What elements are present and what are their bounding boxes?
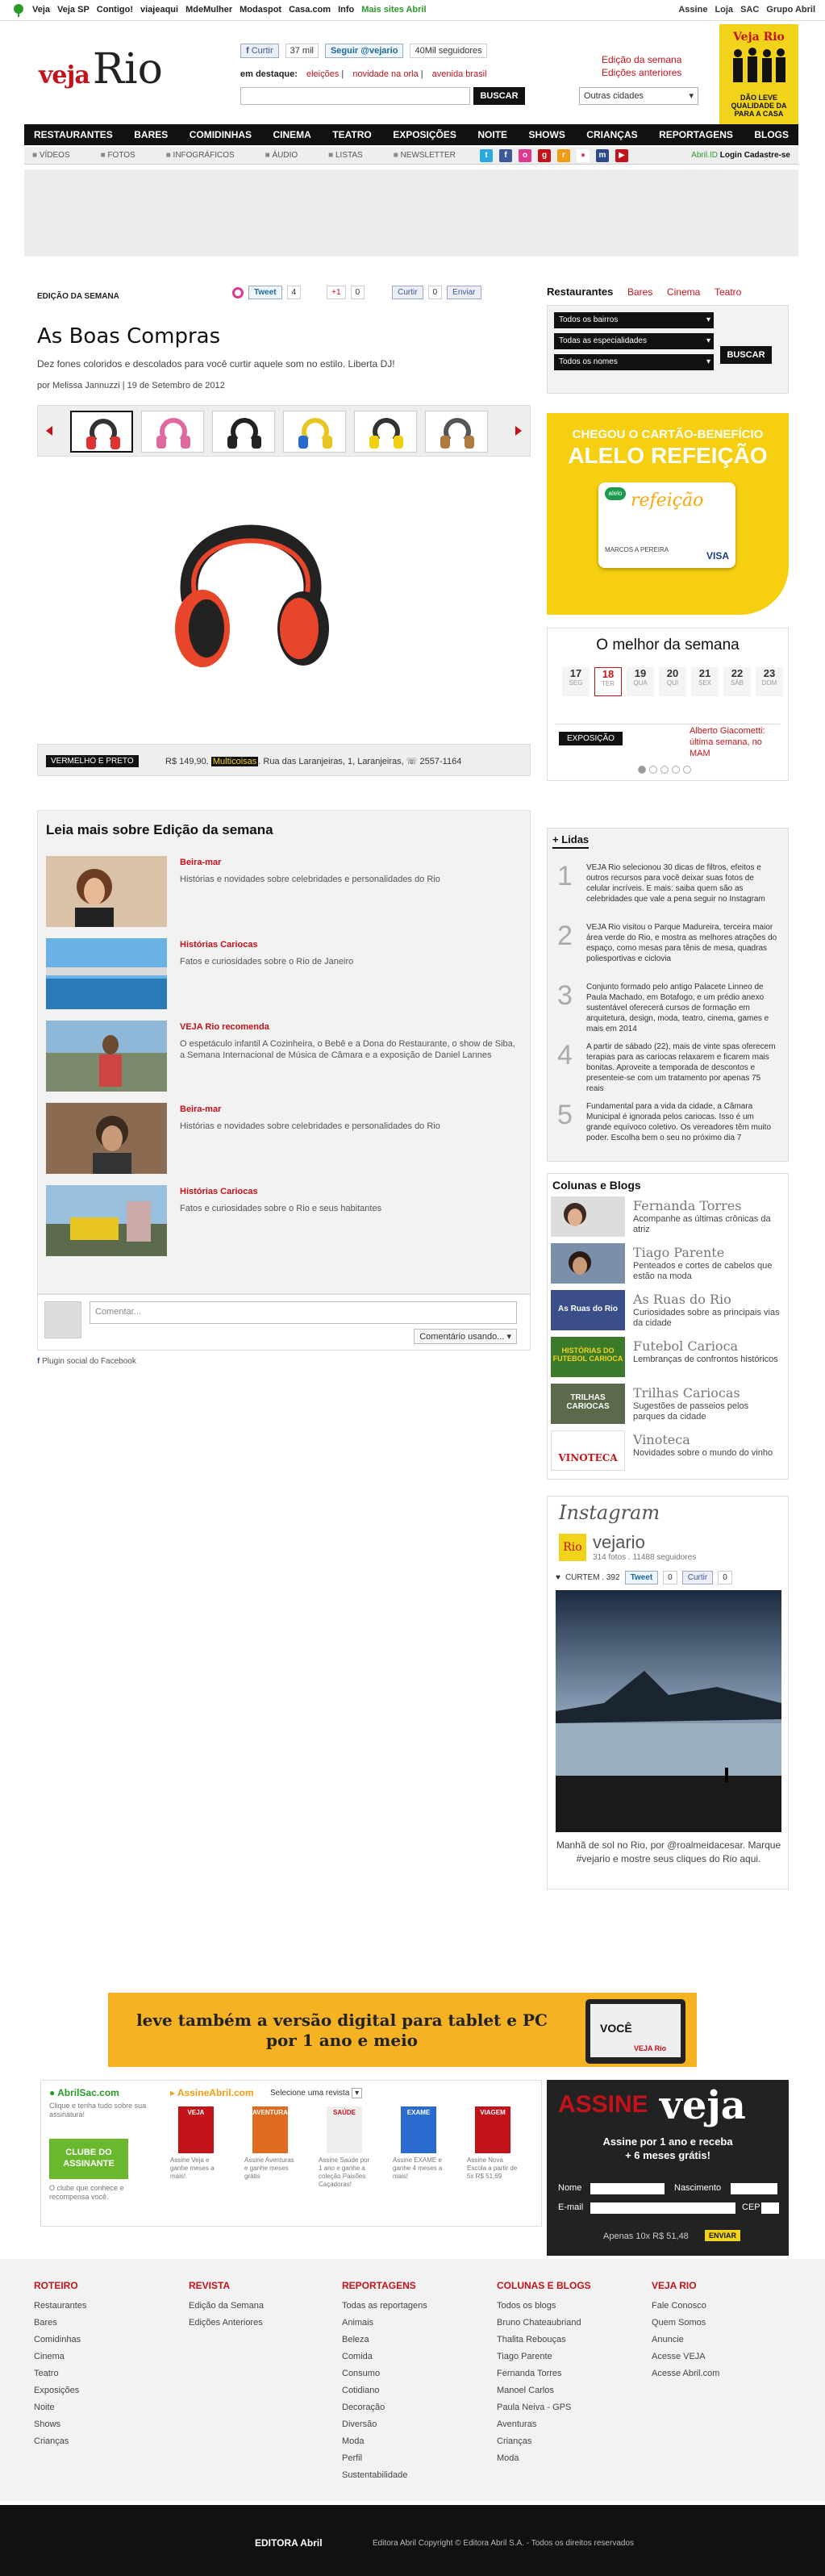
myspace-icon[interactable]: m xyxy=(596,149,609,162)
footer-link[interactable]: Todos os blogs xyxy=(497,2301,556,2311)
featured-link[interactable]: eleições xyxy=(306,69,340,79)
footer-link[interactable]: Consumo xyxy=(342,2369,381,2378)
magazine-cover xyxy=(252,2106,293,2153)
subnav-item[interactable] xyxy=(32,151,70,160)
instagram-logo: Instagram xyxy=(559,1501,660,1524)
footer-link[interactable]: Crianças xyxy=(34,2436,69,2446)
alelo-ad[interactable]: CHEGOU O CARTÃO-BENEFÍCIO ALELO REFEIÇÃO alelo refeição MARCOS A PEREIRA VISA xyxy=(547,413,789,615)
tweet-button[interactable]: Tweet xyxy=(625,1571,659,1584)
footer-link[interactable]: Thalita Rebouças xyxy=(497,2335,566,2344)
columns-blogs: Colunas e Blogs Fernanda Torres Acompanhe as últimas crônicas da atriz Tiago Parente Penteados e cortes de cabelos que estão na moda As Ruas do Rio As Ruas do Rio Curiosidades sobre as principais vias da cidade HISTÓRIAS DO FUTEBOL CARIOCA Futebol Carioca Lembranças de confrontos históricos TRILHAS CARIOCAS Trilhas Cariocas Sugestões de passeios pelos parques da cidade VINOTECA Vinoteca Novidades sobre o mundo do vinho xyxy=(547,1173,789,1480)
promo-banner[interactable]: Veja Rio DÃO LEVE QUALIDADE DA PARA A CASA xyxy=(719,24,798,124)
magazine-desc: Assine EXAME e ganhe 4 meses a mais! xyxy=(393,2156,443,2180)
day-weekday: DOM xyxy=(761,679,777,687)
instagram-photo[interactable] xyxy=(556,1590,781,1832)
list-item[interactable] xyxy=(552,861,783,919)
guide-tabs xyxy=(547,286,789,302)
tab-teatro[interactable]: Teatro xyxy=(714,286,742,298)
shield-icon: ● xyxy=(49,2087,56,2098)
magazine-cover-title: SAÚDE xyxy=(332,2109,356,2116)
footer-column xyxy=(189,2280,264,2332)
footer-link[interactable]: Paula Neiva - GPS xyxy=(497,2403,572,2412)
day-weekday: SEG xyxy=(569,679,583,687)
footer-heading: COLUNAS E BLOGS xyxy=(497,2280,591,2291)
day-number: 17 xyxy=(569,667,582,679)
network-link[interactable]: Modaspot xyxy=(240,5,282,15)
footer-link[interactable]: Manoel Carlos xyxy=(497,2386,554,2395)
list-item[interactable] xyxy=(552,921,783,979)
day-20[interactable] xyxy=(659,667,686,696)
day-weekday: QUA xyxy=(633,679,648,687)
carousel-dot[interactable] xyxy=(672,766,680,774)
list-item[interactable]: Beira-mar Histórias e novidades sobre celebridades e personalidades do Rio xyxy=(46,856,522,930)
day-number: 20 xyxy=(666,667,679,679)
byline: por Melissa Jannuzzi | 19 de Setembro de 2012 xyxy=(37,381,225,390)
facebook-icon: f xyxy=(246,46,249,56)
nav-item-4[interactable]: TEATRO xyxy=(332,129,372,140)
ad-banner[interactable] xyxy=(24,169,798,257)
next-arrow-icon[interactable] xyxy=(515,426,522,436)
headphone-photo xyxy=(158,479,344,681)
search-input[interactable] xyxy=(240,87,470,105)
zipcode-field[interactable] xyxy=(761,2202,779,2214)
comment-input[interactable]: Comentar... xyxy=(90,1301,517,1324)
orkut-icon[interactable]: o xyxy=(519,149,531,162)
featured-link[interactable]: avenida brasil xyxy=(431,69,487,79)
subnav-label: INFOGRÁFICOS xyxy=(173,151,235,160)
network-link[interactable]: Casa.com xyxy=(289,5,331,15)
header xyxy=(24,21,798,124)
nav-item-3[interactable]: CINEMA xyxy=(273,129,311,140)
footer-link[interactable]: Acesse Abril.com xyxy=(652,2369,720,2378)
network-link[interactable]: Mais sites Abril xyxy=(361,5,427,15)
footer-link[interactable]: Cinema xyxy=(34,2352,65,2361)
facebook-icon: f xyxy=(37,1357,40,1366)
facebook-like-button[interactable]: Curtir xyxy=(392,286,423,299)
subnav-item[interactable] xyxy=(265,151,298,160)
footer-link[interactable]: Bares xyxy=(34,2318,57,2328)
man-photo xyxy=(46,1103,167,1174)
send-button[interactable]: Enviar xyxy=(447,286,481,299)
column-item[interactable]: Tiago Parente Penteados e cortes de cabelos que estão na moda xyxy=(551,1243,785,1288)
section-label: EDIÇÃO DA SEMANA xyxy=(37,292,119,301)
nav-item-7[interactable]: SHOWS xyxy=(528,129,565,140)
list-item[interactable]: VEJA Rio recomenda O espetáculo infantil A Cozinheira, o Bebê e a Dona do Restaurante, o show de Siba, a Semana Internacional de Música de Câmara e a exposição de Daniel Lannes xyxy=(46,1021,522,1095)
nav-item-10[interactable]: BLOGS xyxy=(754,129,789,140)
magazine-offer[interactable] xyxy=(244,2106,296,2195)
footer-link[interactable]: Fernanda Torres xyxy=(497,2369,562,2378)
main-nav xyxy=(24,124,798,145)
gplus-count: 0 xyxy=(351,286,365,299)
day-weekday: SÁB xyxy=(730,679,744,687)
share-bar xyxy=(232,286,481,299)
login-link[interactable]: Login xyxy=(719,151,742,160)
subnav-item[interactable] xyxy=(328,151,363,160)
abril-services: ● AbrilSac.com Clique e tenha tudo sobre sua assinatura! CLUBE DO ASSINANTE O clube que conhece e recompensa você. ▸ AssineAbril.com Selecione uma revista ▾ VEJA Assine Veja e ganhe meses a mais! AVENTURAS Assine Aventuras e ganhe meses grátis SAÚDE Assine Saúde por 1 ano e ganhe a coleção Paixões Caçadoras! EXAME Assine EXAME e ganhe 4 meses a mais! VIAGEM Assine Nova Escola a partir de 5x R$ 51,69 xyxy=(40,2080,542,2227)
carousel-dot[interactable] xyxy=(660,766,669,774)
footer-column xyxy=(34,2280,86,2450)
gallery-thumb[interactable] xyxy=(354,411,417,453)
media-icon: ■ xyxy=(393,151,401,160)
footer-link[interactable]: Anuncie xyxy=(652,2335,684,2344)
most-read-text: A partir de sábado (22), mais de vinte spas oferecem terapias para as cariocas relaxarem e ficarem mais bonitas. Aproveite a temporada de descontos e presenteie-se com um tratamento por apenas 75 reais xyxy=(586,1042,776,1093)
footer-link[interactable]: Todas as reportagens xyxy=(342,2301,427,2311)
rank-number: 3 xyxy=(557,980,573,1011)
network-links xyxy=(32,5,427,15)
footer-link[interactable]: Aventuras xyxy=(497,2419,537,2429)
nav-item-2[interactable]: COMIDINHAS xyxy=(189,129,252,140)
avatar xyxy=(44,1301,81,1338)
rss-icon[interactable]: r xyxy=(557,149,570,162)
footer-heading: REVISTA xyxy=(189,2280,231,2291)
magazine-cover-title: EXAME xyxy=(406,2109,431,2116)
abril-tree-icon[interactable] xyxy=(11,3,26,18)
footer-link[interactable]: Comida xyxy=(342,2352,373,2361)
footer-column xyxy=(342,2280,427,2484)
subnav-item[interactable] xyxy=(166,151,235,160)
city-select[interactable]: Outras cidades ▾ xyxy=(579,87,698,105)
email-field[interactable] xyxy=(590,2202,735,2214)
day-21[interactable] xyxy=(691,667,719,696)
gallery-thumb[interactable] xyxy=(70,411,133,453)
day-number: 23 xyxy=(763,667,776,679)
footer-link[interactable]: Perfil xyxy=(342,2453,363,2463)
day-number: 19 xyxy=(634,667,647,679)
neighborhood-select[interactable]: Todos os bairros ▾ xyxy=(554,312,714,328)
subnav-label: ÁUDIO xyxy=(272,151,298,160)
column-item[interactable]: Fernanda Torres Acompanhe as últimas crônicas da atriz xyxy=(551,1196,785,1242)
footer-heading: VEJA RIO xyxy=(652,2280,697,2291)
gallery-thumb[interactable] xyxy=(141,411,204,453)
article-dek: Dez fones coloridos e descolados para você curtir aquele som no estilo. Liberta DJ! xyxy=(37,358,395,369)
chevron-down-icon: ▾ xyxy=(689,91,694,101)
account-link[interactable]: SAC xyxy=(740,5,760,15)
subscribe-submit-button[interactable]: ENVIAR xyxy=(705,2230,740,2241)
most-read-text: VEJA Rio selecionou 30 dicas de filtros, efeitos e outros recursos para você deixar suas fotos de celular incríveis. E mais: saiba quem são as celebridades que vale a pena seguir no Instagram xyxy=(586,863,765,904)
instagram-user[interactable]: vejario xyxy=(593,1532,645,1552)
account-link[interactable]: Grupo Abril xyxy=(766,5,815,15)
specialty-select[interactable]: Todas as especialidades ▾ xyxy=(554,333,714,349)
carousel-dot[interactable] xyxy=(649,766,657,774)
account-link[interactable]: Loja xyxy=(715,5,734,15)
rank-number: 1 xyxy=(557,861,573,891)
day-18[interactable] xyxy=(594,667,622,696)
gallery-thumb[interactable] xyxy=(283,411,346,453)
twitter-count: 40Mil seguidores xyxy=(410,44,486,58)
assineabril-link[interactable]: ▸ AssineAbril.com xyxy=(170,2087,254,2098)
avatar[interactable]: Rio xyxy=(559,1534,586,1561)
footer-link[interactable]: Fale Conosco xyxy=(652,2301,706,2311)
day-picker xyxy=(562,667,783,696)
read-more: Leia mais sobre Edição da semana Beira-mar Histórias e novidades sobre celebridades e personalidades do Rio Histórias Cariocas Fatos e curiosidades sobre o Rio de Janeiro VEJA Rio recomenda O espetáculo infantil A Cozinheira, o Bebê e a Dona do Restaurante, o show de Siba, a Semana Internacional de Música de Câmara e a exposição de Daniel Lannes Beira-mar Histórias e novidades sobre celebridades e personalidades do Rio Histórias Cariocas Fatos e curiosidades sobre o Rio e seus habitantes xyxy=(37,810,531,1294)
facebook-like-button[interactable]: Curtir xyxy=(682,1571,713,1584)
twitter-follow-button[interactable]: Seguir @vejario xyxy=(325,44,403,58)
list-item[interactable] xyxy=(552,1100,783,1158)
subnav-label: LISTAS xyxy=(335,151,363,160)
footer-link[interactable]: Bruno Chateaubriand xyxy=(497,2318,581,2328)
footer-link[interactable]: Edições Anteriores xyxy=(189,2318,263,2328)
tab-restaurantes[interactable]: Restaurantes xyxy=(547,286,614,298)
carousel-dots xyxy=(638,766,691,774)
columnist-photo xyxy=(551,1196,625,1237)
chevron-down-icon: ▾ xyxy=(706,357,710,366)
footer-link[interactable]: Acesse VEJA xyxy=(652,2352,706,2361)
twitter-icon[interactable]: t xyxy=(480,149,493,162)
network-link[interactable]: Info xyxy=(338,5,355,15)
magazine-cover-title: VIAGEM xyxy=(480,2109,506,2116)
magazine-desc: Assine Nova Escola a partir de 5x R$ 51,69 xyxy=(467,2156,518,2180)
nav-item-9[interactable]: REPORTAGENS xyxy=(659,129,733,140)
media-icon: ■ xyxy=(328,151,335,160)
magazine-cover-title: VEJA xyxy=(187,2109,205,2116)
network-link[interactable]: Veja SP xyxy=(57,5,90,15)
club-button[interactable]: CLUBE DO ASSINANTE xyxy=(49,2139,128,2179)
chevron-down-icon: ▾ xyxy=(706,315,710,324)
birthdate-field[interactable] xyxy=(731,2183,777,2194)
businessmen-illustration xyxy=(727,44,791,89)
name-select[interactable]: Todos os nomes ▾ xyxy=(554,354,714,370)
subnav-label: VÍDEOS xyxy=(39,151,70,160)
rank-number: 4 xyxy=(557,1040,573,1071)
footer-link[interactable]: Edição da Semana xyxy=(189,2301,264,2311)
musician-photo xyxy=(46,1021,167,1092)
column-item[interactable]: TRILHAS CARIOCAS Trilhas Cariocas Sugestões de passeios pelos parques da cidade xyxy=(551,1384,785,1429)
column-item[interactable]: VINOTECA Vinoteca Novidades sobre o mundo do vinho xyxy=(551,1430,785,1476)
editora-abril-logo[interactable]: EDITORA Abril xyxy=(255,2537,323,2549)
most-read-text: Conjunto formado pelo antigo Palacete Linneo de Paula Machado, em Botafogo, e um prédio anexo sustentável oferecerá cursos de formação em arquitetura, design, moda, teatro, cinema, games e mais em 2014 xyxy=(586,983,769,1033)
footer-heading: REPORTAGENS xyxy=(342,2280,416,2291)
arrow-icon: ▸ xyxy=(170,2087,176,2098)
chevron-down-icon: ▾ xyxy=(706,336,710,345)
nav-item-6[interactable]: NOITE xyxy=(477,129,508,140)
list-item[interactable]: Histórias Cariocas Fatos e curiosidades sobre o Rio de Janeiro xyxy=(46,938,522,1012)
account-link[interactable]: Assine xyxy=(678,5,708,15)
footer-link[interactable]: Exposições xyxy=(34,2386,80,2395)
footer-link[interactable]: Shows xyxy=(34,2419,61,2429)
media-icon: ■ xyxy=(165,151,173,160)
footer: EDITORA Abril Editora Abril Copyright © Editora Abril S.A. - Todos os direitos reservados xyxy=(0,2505,825,2576)
footer-link[interactable]: Comidinhas xyxy=(34,2335,81,2344)
social-icons xyxy=(480,149,628,162)
instagram-widget: Instagram Rio vejario 314 fotos . 11488 seguidores ♥ CURTEM . 392 Tweet 0 Curtir 0 Manhã de sol no Rio, por @roalmeidacesar. Marque #vejario e mostre seus cliques do Rio aqui. xyxy=(547,1496,789,1889)
price-info: VERMELHO E PRETO R$ 149,90. Multicoisas . Rua das Laranjeiras, 1, Laranjeiras, ☏ 2557-1164 xyxy=(37,744,531,776)
nav-item-0[interactable]: RESTAURANTES xyxy=(34,129,113,140)
gallery-thumb[interactable] xyxy=(212,411,275,453)
gplus-button[interactable]: +1 xyxy=(327,286,345,299)
magazine-offer[interactable] xyxy=(170,2106,222,2195)
day-weekday: SEX xyxy=(698,679,711,687)
footer-link[interactable]: Cotidiano xyxy=(342,2386,380,2395)
store-link[interactable]: Multicoisas xyxy=(212,757,257,766)
tweet-button[interactable]: Tweet xyxy=(248,286,282,299)
carousel-dot[interactable] xyxy=(638,766,646,774)
day-23[interactable] xyxy=(756,667,783,696)
facebook-count: 37 mil xyxy=(285,44,319,58)
subnav-label: NEWSLETTER xyxy=(400,151,456,160)
facebook-count: 0 xyxy=(428,286,443,299)
article-title: As Boas Compras xyxy=(37,324,221,349)
network-link[interactable]: viajeaqui xyxy=(140,5,179,15)
flickr-icon[interactable]: ● xyxy=(577,149,590,162)
comment-box xyxy=(37,1294,531,1351)
prev-arrow-icon[interactable] xyxy=(46,426,52,436)
media-icon: ■ xyxy=(265,151,273,160)
youtube-icon[interactable]: ▶ xyxy=(615,149,628,162)
magazine-cover xyxy=(178,2106,214,2153)
sub-nav: ■ VÍDEOS ■ FOTOS ■ INFOGRÁFICOS ■ ÁUDIO ■ LISTAS ■ NEWSLETTER t f o g r ● m ▶ Abril.ID Login Cadastre-se xyxy=(24,147,798,165)
day-number: 18 xyxy=(602,668,615,680)
rank-number: 2 xyxy=(557,921,573,951)
heart-icon[interactable]: ♥ xyxy=(556,1573,560,1582)
footer-link[interactable]: Beleza xyxy=(342,2335,369,2344)
footer-link[interactable]: Noite xyxy=(34,2403,55,2412)
footer-column xyxy=(497,2280,591,2467)
footer-link[interactable]: Restaurantes xyxy=(34,2301,87,2311)
footer-link[interactable]: Decoração xyxy=(342,2403,385,2412)
signup-link[interactable]: Cadastre-se xyxy=(744,151,790,160)
magazine-select[interactable]: Selecione uma revista ▾ xyxy=(270,2089,362,2098)
list-item[interactable] xyxy=(552,980,783,1038)
veja-rio-logo[interactable]: vejaRio xyxy=(39,45,163,94)
featured-link[interactable]: novidade na orla xyxy=(352,69,419,79)
footer-link[interactable]: Quem Somos xyxy=(652,2318,706,2328)
footer-link[interactable]: Sustentabilidade xyxy=(342,2470,408,2480)
carousel-dot[interactable] xyxy=(683,766,691,774)
subnav-label: FOTOS xyxy=(107,151,135,160)
current-edition-link[interactable]: Edição da semana xyxy=(602,54,682,65)
magazine-offer[interactable] xyxy=(319,2106,370,2195)
magazine-cover xyxy=(475,2106,510,2153)
network-link[interactable]: Contigo! xyxy=(96,5,133,15)
footer-column xyxy=(652,2280,719,2382)
column-item[interactable]: As Ruas do Rio As Ruas do Rio Curiosidades sobre as principais vias da cidade xyxy=(551,1290,785,1335)
footer-link[interactable]: Animais xyxy=(342,2318,374,2328)
top-bar xyxy=(0,0,825,21)
nav-item-5[interactable]: EXPOSIÇÕES xyxy=(393,129,456,140)
nav-item-1[interactable]: BARES xyxy=(134,129,169,140)
most-read-text: Fundamental para a vida da cidade, a Câmara Municipal é ignorada pelos cariocas. Isso é um grande equívoco coletivo. Os vereadores têm muito poder. Escolha bem o seu no próximo dia 7 xyxy=(586,1102,772,1142)
network-link[interactable]: MdeMulher xyxy=(185,5,233,15)
magazine-cover xyxy=(327,2106,362,2153)
most-read: + Lidas 1 VEJA Rio selecionou 30 dicas de filtros, efeitos e outros recursos para você deixar suas fotos de celular incríveis. E mais: saiba quem são as celebridades que vale a pena seguir no Instagram 2 VEJA Rio visitou o Parque Madureira, terceira maior área verde do Rio, e mostra as melhores atrações do espaço, como mesas para tênis de mesa, quadras poliesportivas e ciclovia 3 Conjunto formado pelo antigo Palacete Linneo de Paula Machado, em Botafogo, e um prédio anexo sustentável oferecerá cursos de formação em arquitetura, design, moda, teatro, cinema, games e mais em 2014 4 A partir de sábado (22), mais de vinte spas oferecem terapias para as cariocas relaxarem e ficarem mais bonitas. Aproveite a temporada de descontos e presenteie-se com um tratamento por apenas 75 reais 5 Fundamental para a vida da cidade, a Câmara Municipal é ignorada pelos cariocas. Isso é um grande equívoco coletivo. Os vereadores têm muito poder. Escolha bem o seu no próximo dia 7 xyxy=(547,828,789,1162)
magazine-desc: Assine Saúde por 1 ano e ganhe a coleção Paixões Caçadoras! xyxy=(319,2156,370,2188)
best-of-week: O melhor da semana 17 SEG 18 TER 19 QUA 20 QUI 21 SEX 22 SÁB 23 DOM EXPOSIÇÃO Alberto Giacometti: última semana, no MAM xyxy=(547,628,789,781)
tweet-count: 4 xyxy=(287,286,302,299)
footer-link[interactable]: Diversão xyxy=(342,2419,377,2429)
footer-link[interactable]: Teatro xyxy=(34,2369,59,2378)
magazine-desc: Assine Veja e ganhe meses a mais! xyxy=(170,2156,215,2180)
column-item[interactable]: HISTÓRIAS DO FUTEBOL CARIOCA Futebol Carioca Lembranças de confrontos históricos xyxy=(551,1337,785,1382)
guide-search-button[interactable]: BUSCAR xyxy=(720,346,772,364)
media-icon: ■ xyxy=(32,151,40,160)
search-button[interactable]: BUSCAR xyxy=(473,87,525,105)
day-weekday: QUI xyxy=(666,679,679,687)
past-editions-link[interactable]: Edições anteriores xyxy=(602,67,682,78)
columnist-photo xyxy=(551,1243,625,1284)
digital-edition-banner[interactable]: leve também a versão digital para tablet e PC por 1 ano e meio VOCÊ VEJA Rio xyxy=(108,1993,697,2067)
street-photo xyxy=(46,1185,167,1256)
rank-number: 5 xyxy=(557,1100,573,1130)
day-17[interactable] xyxy=(562,667,590,696)
chevron-down-icon: ▾ xyxy=(352,2088,362,2098)
tab-cinema[interactable]: Cinema xyxy=(666,286,701,298)
footer-links xyxy=(0,2259,825,2501)
magazine-offer[interactable] xyxy=(393,2106,444,2195)
gallery-strip xyxy=(37,405,531,457)
footer-link[interactable]: Crianças xyxy=(497,2436,532,2446)
gallery-thumb[interactable] xyxy=(425,411,488,453)
nav-item-8[interactable]: CRIANÇAS xyxy=(586,129,638,140)
media-icon: ■ xyxy=(100,151,108,160)
featured-bar: em destaque: eleições | novidade na orla | avenida brasil xyxy=(240,69,487,79)
list-item[interactable]: Beira-mar Histórias e novidades sobre celebridades e personalidades do Rio xyxy=(46,1103,522,1177)
facebook-icon[interactable]: f xyxy=(499,149,512,162)
comment-using-select[interactable]: Comentário usando... ▾ xyxy=(414,1329,517,1344)
woman-photo xyxy=(46,856,167,927)
best-of-link[interactable]: Alberto Giacometti: última semana, no MAM xyxy=(690,726,765,758)
guide-search-form xyxy=(547,305,789,394)
footer-heading: ROTEIRO xyxy=(34,2280,78,2291)
day-19[interactable] xyxy=(627,667,654,696)
day-weekday: TER xyxy=(602,680,615,687)
footer-link[interactable]: Tiago Parente xyxy=(497,2352,552,2361)
account-links xyxy=(678,5,815,15)
day-number: 21 xyxy=(698,667,711,679)
subnav-item[interactable] xyxy=(394,151,456,160)
magazine-cover xyxy=(401,2106,436,2153)
magazine-desc: Assine Aventuras e ganhe meses grátis xyxy=(244,2156,294,2180)
network-link[interactable]: Veja xyxy=(32,5,51,15)
tablet-image: VOCÊ VEJA Rio xyxy=(585,1999,685,2064)
alelo-card: alelo refeição MARCOS A PEREIRA VISA xyxy=(598,482,735,568)
abrilsac-link[interactable]: ● AbrilSac.com xyxy=(49,2087,119,2098)
subnav-item[interactable] xyxy=(101,151,135,160)
footer-link[interactable]: Moda xyxy=(497,2453,519,2463)
day-number: 22 xyxy=(731,667,744,679)
footer-link[interactable]: Moda xyxy=(342,2436,365,2446)
most-read-text: VEJA Rio visitou o Parque Madureira, terceira maior área verde do Rio, e mostra as melhores atrações do espaço, como mesas para tênis de mesa, quadras poliesportivas e ciclovia xyxy=(586,923,777,963)
orkut-icon[interactable] xyxy=(232,287,244,299)
facebook-plugin-link[interactable]: f Plugin social do Facebook xyxy=(37,1357,136,1366)
facebook-like-button[interactable]: f Curtir xyxy=(240,44,279,58)
magazine-offer[interactable] xyxy=(467,2106,519,2195)
chevron-down-icon: ▾ xyxy=(506,1332,511,1342)
name-field[interactable] xyxy=(590,2183,665,2194)
day-22[interactable] xyxy=(723,667,751,696)
google-plus-icon[interactable]: g xyxy=(538,149,551,162)
tab-bares[interactable]: Bares xyxy=(627,286,653,298)
list-item[interactable] xyxy=(552,1040,783,1098)
beach-photo xyxy=(46,938,167,1009)
list-item[interactable]: Histórias Cariocas Fatos e curiosidades sobre o Rio e seus habitantes xyxy=(46,1185,522,1259)
subscribe-veja: ASSINE veja Assine por 1 ano e receba + 6 meses grátis! Nome Nascimento E-mail CEP Apenas 10x R$ 51,48 ENVIAR xyxy=(547,2080,789,2256)
magazine-cover-title: AVENTURAS xyxy=(252,2109,293,2116)
